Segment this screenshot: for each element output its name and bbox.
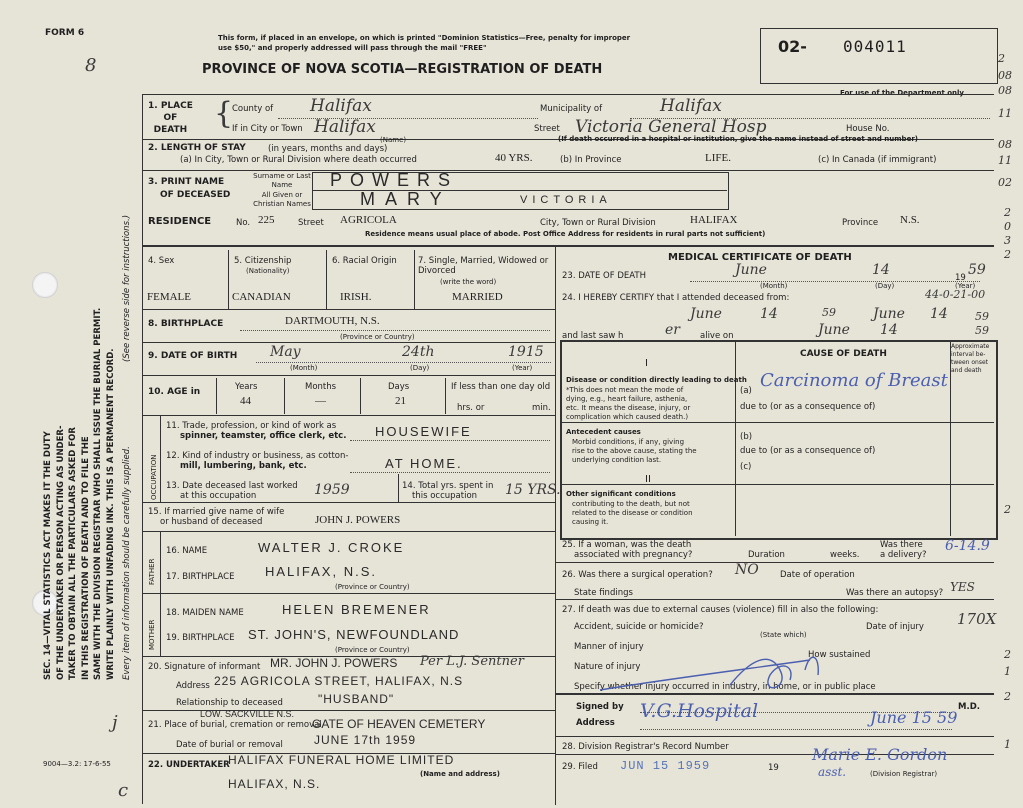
mother-bp-hint: (Province or Country): [335, 646, 410, 654]
envelope-notice: This form, if placed in an envelope, on which is printed "Dominion Statistics—Free, penalty for improper: [218, 34, 631, 42]
burial-date: JUNE 17th 1959: [314, 733, 417, 747]
rule: [142, 245, 994, 247]
medical-heading: MEDICAL CERTIFICATE OF DEATH: [668, 252, 852, 263]
antecedent-hint-1: Morbid conditions, if any, giving: [572, 438, 685, 446]
margin-mark-c: c: [118, 780, 129, 801]
informant-label: 20. Signature of informant: [148, 662, 261, 672]
direct-label: Disease or condition directly leading to death: [566, 376, 747, 384]
informant-value: MR. JOHN J. POWERS: [270, 656, 398, 670]
margin-code: 08: [998, 138, 1012, 151]
rule: [735, 342, 736, 536]
side-line-3: TAKER TO OBTAIN ALL THE PARTICULARS ASKED FOR: [68, 427, 78, 680]
racial-label: 6. Racial Origin: [332, 256, 397, 266]
house-label: House No.: [846, 124, 890, 134]
side-line-5: SAME WITH THE DIVISION REGISTRAR WHO SHALL ISSUE THE BURIAL PERMIT.: [93, 307, 103, 680]
last-seen-year: 59: [975, 324, 989, 337]
rule: [142, 342, 555, 343]
occ-11-label: 11. Trade, profession, or kind of work as: [166, 421, 337, 431]
other-label: Other significant conditions: [566, 490, 676, 498]
due-to-a: due to (or as a consequence of): [740, 402, 876, 412]
rule: [142, 94, 994, 95]
city-value: Halifax: [314, 117, 376, 137]
margin-code: 11: [998, 154, 1012, 167]
margin-code: 2: [1004, 648, 1011, 661]
mother-bp-value: ST. JOHN'S, NEWFOUNDLAND: [248, 627, 460, 642]
registration-prefix: 02-: [778, 37, 807, 56]
stay-sub: (in years, months and days): [268, 144, 388, 154]
rule: [562, 484, 994, 485]
margin-code: 02: [998, 176, 1012, 189]
q26-autopsy: Was there an autopsy?: [846, 588, 944, 598]
registrar-asst: asst.: [818, 765, 847, 779]
antecedent-hint-2: rise to the above cause, stating the: [572, 447, 697, 455]
residence-label: RESIDENCE: [148, 216, 212, 227]
age-months: —: [315, 395, 326, 407]
cause-a-label: (a): [740, 386, 752, 396]
q27-state: (State which): [760, 631, 807, 639]
residence-province-label: Province: [842, 218, 879, 228]
age-min: min.: [532, 403, 551, 413]
hospital-hint: (If death occurred in a hospital or institution, give the name instead of street and number): [558, 135, 918, 143]
side-note-text: Every item of information should be carefully supplied.: [122, 446, 132, 680]
age-hrs: hrs. or: [457, 403, 485, 413]
residence-street: AGRICOLA: [340, 214, 397, 226]
side-line-6: WRITE PLAINLY WITH UNFADING INK. THIS IS A PERMANENT RECORD.: [105, 348, 116, 680]
q25-note: 6-14.9: [945, 538, 990, 554]
father-bp-value: HALIFAX, N.S.: [265, 564, 377, 579]
occ-13-value: 1959: [314, 482, 350, 498]
q25-delivery-2: a delivery?: [880, 550, 927, 560]
death-month: June: [735, 262, 767, 278]
surname-label: Surname or Last Name: [253, 172, 311, 189]
q27-label: 27. If death was due to external causes (violence) fill in also the following:: [562, 605, 879, 615]
rule: [160, 415, 161, 502]
death-date-label: 23. DATE OF DEATH: [562, 271, 646, 281]
burial-label: 21. Place of burial, cremation or removal: [148, 720, 322, 730]
form-label: FORM 6: [45, 28, 85, 38]
last-seen-pronoun: er: [665, 322, 680, 338]
rule: [142, 94, 143, 804]
margin-code: 1: [1004, 738, 1011, 751]
occupation-side-text: OCCUPATION: [150, 454, 158, 500]
department-use-label: For use of the Department only: [840, 89, 964, 97]
birthplace-label: 8. BIRTHPLACE: [148, 319, 224, 329]
q25-label-2: associated with pregnancy?: [574, 550, 693, 560]
other-hint-3: causing it.: [572, 518, 609, 526]
given-label: All Given or Christian Names: [253, 191, 311, 208]
other-hint-1: contributing to the death, but not: [572, 500, 690, 508]
stay-a-value: 40 YRS.: [495, 152, 533, 164]
rule: [414, 250, 415, 310]
birthplace-value: DARTMOUTH, N.S.: [285, 315, 380, 327]
citizenship-sub: (Nationality): [246, 267, 290, 275]
rule: [142, 309, 555, 310]
rule: [555, 736, 994, 737]
father-bp-hint: (Province or Country): [335, 583, 410, 591]
q26-label: 26. Was there a surgical operation?: [562, 570, 713, 580]
margin-code: 2: [1004, 690, 1011, 703]
brace: {: [214, 96, 234, 131]
death-month-hint: (Month): [760, 282, 788, 290]
other-hint-2: related to the disease or condition: [572, 509, 693, 517]
rule: [326, 250, 327, 310]
street-label: Street: [534, 124, 560, 134]
undertaker-label: 22. UNDERTAKER: [148, 760, 230, 770]
racial-value: IRISH.: [340, 291, 372, 303]
father-bp-label: 17. BIRTHPLACE: [166, 572, 235, 582]
residence-street-label: Street: [298, 218, 324, 228]
informant-per: Per L.J. Sentner: [420, 654, 524, 669]
citizenship-label: 5. Citizenship: [234, 256, 292, 266]
rule: [562, 422, 994, 423]
certify-to-day: 14: [930, 306, 948, 322]
antecedent-hint-3: underlying condition last.: [572, 456, 662, 464]
cause-a-value: Carcinoma of Breast: [760, 370, 948, 391]
occ-13-label-2: at this occupation: [180, 491, 257, 501]
form-title: PROVINCE OF NOVA SCOTIA—REGISTRATION OF DEATH: [202, 62, 603, 77]
due-to-b: due to (or as a consequence of): [740, 446, 876, 456]
name-label: [148, 176, 230, 202]
place-label-3: DEATH: [153, 125, 188, 135]
rule: [160, 531, 161, 593]
occ-14-label-2: this occupation: [412, 491, 478, 501]
side-line-4: IN THIS REGISTRATION OF DEATH AND TO FILE THE: [80, 436, 91, 680]
rule: [142, 170, 994, 171]
last-seen-month: June: [818, 322, 850, 338]
direct-hint-2: dying, e.g., heart failure, asthenia,: [566, 395, 688, 403]
registrar-label: (Division Registrar): [870, 770, 938, 778]
rule: [228, 250, 229, 310]
side-note: [121, 446, 134, 680]
q26-autopsy-value: YES: [950, 580, 975, 594]
signed-md: M.D.: [958, 702, 980, 712]
dob-month: May: [270, 344, 301, 360]
death-day-hint: (Day): [875, 282, 895, 290]
rule: [555, 599, 994, 600]
stay-b-label: (b) In Province: [560, 155, 622, 165]
burial-date-label: Date of burial or removal: [176, 740, 283, 750]
dotted-line: [690, 281, 980, 282]
undertaker-value: HALIFAX FUNERAL HOME LIMITED: [228, 753, 455, 767]
registration-number: 004011: [843, 37, 907, 56]
county-value: Halifax: [310, 96, 372, 116]
q27-nature: Nature of injury: [574, 662, 641, 672]
alive-on-label: alive on: [700, 331, 734, 341]
roman-two: II: [645, 474, 651, 485]
margin-code: 08: [998, 69, 1012, 82]
mother-name-value: HELEN BREMENER: [282, 602, 431, 617]
side-line-2: OF THE UNDERTAKER OR PERSON ACTING AS UNDER-: [55, 425, 66, 680]
margin-code: 2: [1004, 503, 1011, 516]
spouse-label: 15. If married give name of wife: [148, 507, 285, 517]
rule: [142, 502, 555, 503]
registrar-signature: Marie E. Gordon: [812, 745, 948, 764]
certify-to-month: June: [873, 306, 905, 322]
undertaker-value-2: HALIFAX, N.S.: [228, 777, 321, 791]
age-note: If less than one day old: [451, 382, 551, 392]
margin-code: 2: [1004, 206, 1011, 219]
dob-day: 24th: [402, 344, 435, 360]
rule: [360, 378, 361, 414]
marital-label: 7. Single, Married, Widowed or Divorced: [418, 256, 549, 276]
certify-from-day: 14: [760, 306, 778, 322]
signed-address-label: Address: [576, 718, 615, 728]
margin-code: 1: [1004, 665, 1011, 678]
dotted-line: [640, 712, 952, 713]
last-seen-day: 14: [880, 322, 898, 338]
marital-sub: (write the word): [440, 278, 497, 286]
occ-12-value: AT HOME.: [385, 456, 463, 471]
q25-duration: Duration: [748, 550, 785, 560]
q28-label: 28. Division Registrar's Record Number: [562, 742, 729, 752]
undertaker-hint: (Name and address): [420, 770, 500, 778]
death-day: 14: [872, 262, 890, 278]
margin-mark-j: j: [112, 712, 118, 733]
q27-date: Date of injury: [866, 622, 924, 632]
age-years-label: Years: [235, 382, 258, 392]
place-label-1: 1. PLACE: [148, 101, 193, 111]
certify-to-year: 59: [975, 310, 989, 323]
age-days: 21: [395, 395, 406, 407]
side-instructions: [42, 200, 117, 680]
spouse-label-2: or husband of deceased: [160, 517, 263, 527]
certify-scribble: 44-0-21-00: [925, 288, 986, 301]
burial-pre: LOW. SACKVILLE N.S.: [200, 709, 295, 719]
rule: [398, 474, 399, 502]
informant-rel-label: Relationship to deceased: [176, 698, 283, 708]
rule: [142, 531, 555, 532]
occ-13-label: 13. Date deceased last worked: [166, 481, 298, 491]
q27-how: How sustained: [808, 650, 871, 660]
mother-name-label: 18. MAIDEN NAME: [166, 608, 244, 618]
dob-day-hint: (Day): [410, 364, 430, 372]
filed-stamp: JUN 15 1959: [620, 759, 711, 773]
residence-no-label: No.: [236, 218, 251, 228]
dob-label: 9. DATE OF BIRTH: [148, 351, 238, 361]
margin-code: 11: [998, 107, 1012, 120]
q27-specify: Specify whether injury occurred in industry, in home, or in public place: [574, 682, 876, 692]
rule: [284, 378, 285, 414]
occ-11-value: HOUSEWIFE: [375, 424, 472, 439]
name-hint: (Name): [380, 136, 407, 144]
residence-no: 225: [258, 214, 275, 226]
q26-findings: State findings: [574, 588, 633, 598]
signed-signature: V.G.Hospital: [640, 700, 759, 722]
rule: [142, 593, 555, 594]
margin-code: 2: [1004, 248, 1011, 261]
father-name-label: 16. NAME: [166, 546, 208, 556]
dotted-line: [640, 729, 952, 730]
mother-side-text: MOTHER: [148, 619, 156, 650]
side-line-1: SEC. 14—VITAL STATISTICS ACT MAKES IT THE DUTY: [43, 431, 53, 680]
rule: [160, 593, 161, 656]
occ-11-label-2: spinner, teamster, office clerk, etc.: [180, 431, 347, 441]
citizenship-value: CANADIAN: [232, 291, 291, 303]
q27-code: 170X: [957, 610, 997, 628]
cause-b-label: (b): [740, 432, 753, 442]
name-label-2: OF DECEASED: [160, 190, 231, 200]
signed-label: Signed by: [576, 702, 624, 712]
dob-year: 1915: [508, 344, 544, 360]
residence-hint: Residence means usual place of abode. Post Office Address for residents in rural parts not sufficient): [365, 230, 766, 238]
q25-delivery: Was there: [880, 540, 923, 550]
county-label: County of: [232, 104, 274, 114]
municipality-label: Municipality of: [540, 104, 603, 114]
roman-one: I: [645, 358, 648, 369]
spouse-value: JOHN J. POWERS: [315, 514, 401, 526]
certify-from-year: 59: [822, 306, 836, 319]
residence-city-label: City, Town or Rural Division: [540, 218, 656, 228]
age-years: 44: [240, 395, 251, 407]
rule: [445, 378, 446, 414]
margin-code: 0: [1004, 220, 1011, 233]
informant-address-label: Address: [176, 681, 210, 691]
antecedent-label: Antecedent causes: [566, 428, 641, 436]
occupation-side-label: [148, 454, 161, 500]
mother-bp-label: 19. BIRTHPLACE: [166, 633, 235, 643]
dob-year-hint: (Year): [512, 364, 533, 372]
father-side-text: FATHER: [148, 558, 156, 585]
direct-hint-4: complication which caused death.): [566, 413, 689, 421]
street-value: Victoria General Hosp: [575, 117, 767, 137]
stay-a-label: (a) In City, Town or Rural Division where death occurred: [180, 155, 417, 165]
given-value-1: MARY: [360, 189, 452, 209]
occ-12-label: 12. Kind of industry or business, as cotton-: [166, 451, 349, 461]
rule: [555, 562, 994, 563]
surname-value: POWERS: [330, 170, 459, 190]
margin-code: 2: [998, 52, 1005, 65]
mother-side-label: [146, 620, 159, 650]
sex-value: FEMALE: [147, 291, 191, 303]
place-label-2: OF: [163, 113, 178, 123]
q25-weeks: weeks.: [830, 550, 860, 560]
dotted-line: [350, 440, 550, 441]
occ-14-label: 14. Total yrs. spent in: [402, 481, 494, 491]
margin-code: 08: [998, 84, 1012, 97]
q26-value: NO: [735, 562, 759, 578]
age-months-label: Months: [305, 382, 337, 392]
q27-manner: Manner of injury: [574, 642, 644, 652]
cause-c-label: (c): [740, 462, 752, 472]
age-label: 10. AGE in: [148, 387, 201, 397]
marital-value: MARRIED: [452, 291, 503, 303]
rule: [142, 415, 555, 416]
birthplace-hint: (Province or Country): [340, 333, 415, 341]
residence-province: N.S.: [900, 214, 920, 226]
stay-b-value: LIFE.: [705, 152, 731, 164]
last-seen-text: and last saw h: [562, 331, 624, 341]
occ-14-value: 15 YRS.: [505, 482, 561, 498]
form-code: 9004—3.2: 17-6-55: [43, 760, 111, 768]
place-label: [148, 100, 193, 136]
direct-hint-1: *This does not mean the mode of: [566, 386, 684, 394]
q27-accident: Accident, suicide or homicide?: [574, 622, 704, 632]
cause-heading: CAUSE OF DEATH: [800, 349, 887, 359]
dob-month-hint: (Month): [290, 364, 318, 372]
burial-place: GATE OF HEAVEN CEMETERY: [312, 717, 486, 731]
dotted-line: [350, 472, 550, 473]
stay-label: 2. LENGTH OF STAY: [148, 143, 246, 153]
certify-label: 24. I HEREBY CERTIFY that I attended deceased from:: [562, 293, 790, 303]
city-label: If in City or Town: [232, 124, 303, 134]
rule: [216, 378, 217, 414]
informant-address: 225 AGRICOLA STREET, HALIFAX, N.S: [214, 674, 464, 688]
father-side-label: [146, 559, 159, 585]
margin-code: 3: [1004, 234, 1011, 247]
signed-date: June 15 59: [870, 708, 958, 727]
side-note-text-2: (See reverse side for instructions.): [122, 214, 132, 362]
q29-year: 19: [768, 763, 779, 773]
handwritten-mark: 8: [85, 55, 97, 76]
death-year: 59: [968, 262, 986, 278]
interval-label: Approximate interval be- tween onset and death: [951, 343, 990, 374]
death-year-hint: (Year): [955, 282, 976, 290]
father-name-value: WALTER J. CROKE: [258, 540, 405, 555]
sex-label: 4. Sex: [148, 256, 175, 266]
direct-hint-3: etc. It means the disease, injury, or: [566, 404, 691, 412]
occ-12-label-2: mill, lumbering, bank, etc.: [180, 461, 307, 471]
certify-from-month: June: [690, 306, 722, 322]
envelope-notice-2: use $50," and properly addressed will pass through the mail "FREE": [218, 44, 487, 52]
age-days-label: Days: [388, 382, 410, 392]
q29-label: 29. Filed: [562, 762, 598, 772]
informant-rel: "HUSBAND": [318, 692, 395, 706]
rule: [555, 245, 556, 805]
death-year-prefix: 19: [955, 273, 966, 283]
municipality-value: Halifax: [660, 96, 722, 116]
dotted-line: [240, 330, 550, 331]
stay-c-label: (c) In Canada (if immigrant): [818, 155, 937, 165]
given-value-2: VICTORIA: [520, 194, 612, 206]
side-note-2: [121, 215, 134, 362]
residence-city: HALIFAX: [690, 214, 738, 226]
q26-date: Date of operation: [780, 570, 855, 580]
name-label-1: 3. PRINT NAME: [148, 177, 225, 187]
dotted-line: [256, 362, 551, 363]
q25-label: 25. If a woman, was the death: [562, 540, 692, 550]
rule: [142, 375, 555, 376]
